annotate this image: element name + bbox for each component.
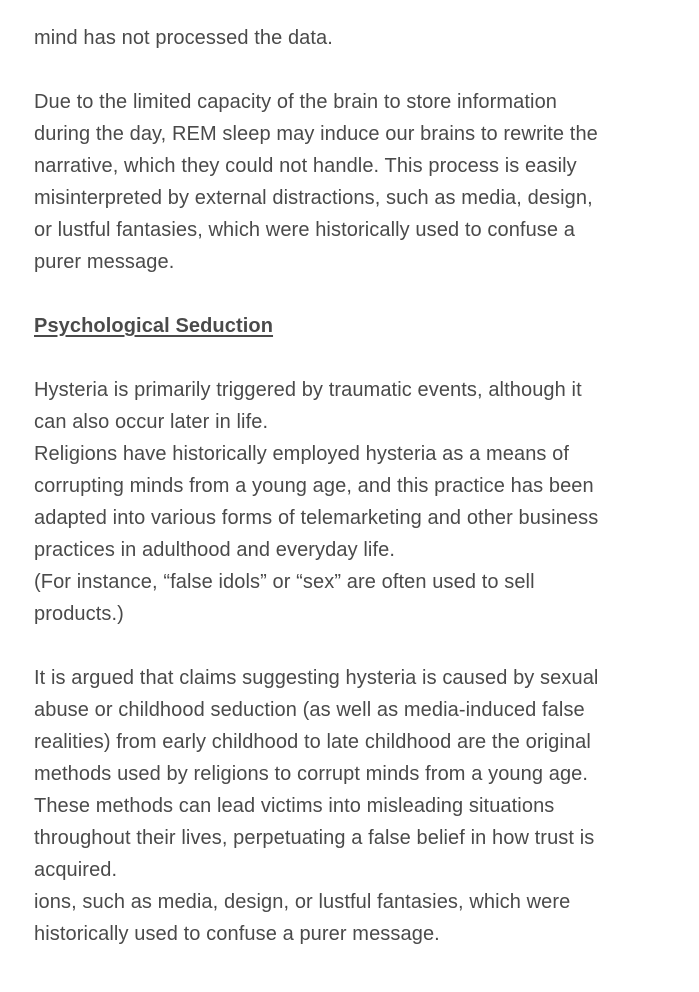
paragraph-spacer [34, 342, 674, 374]
text-line: narrative, which they could not handle. This process is easily [34, 155, 577, 177]
text-line: acquired. [34, 859, 118, 881]
argument-paragraph [34, 662, 674, 950]
section-heading-row [34, 310, 674, 342]
text-line: abuse or childhood seduction (as well as media-induced false [34, 699, 585, 721]
text-line: during the day, REM sleep may induce our brains to rewrite the [34, 123, 598, 145]
text-line: can also occur later in life. [34, 411, 269, 433]
text-line: purer message. [34, 251, 175, 273]
text-line: or lustful fantasies, which were historically used to confuse a [34, 219, 576, 241]
text-line: historically used to confuse a purer message. [34, 923, 440, 945]
text-line: (For instance, “false idols” or “sex” are often used to sell [34, 571, 535, 593]
text-line: realities) from early childhood to late childhood are the original [34, 731, 591, 753]
text-line: mind has not processed the data. [34, 27, 333, 49]
document-body [34, 22, 674, 950]
text-line: practices in adulthood and everyday life. [34, 539, 395, 561]
intro-tail-paragraph [34, 22, 674, 54]
section-heading: Psychological Seduction [34, 315, 274, 337]
text-line: Religions have historically employed hysteria as a means of [34, 443, 570, 465]
text-line: ions, such as media, design, or lustful fantasies, which were [34, 891, 571, 913]
text-line: Hysteria is primarily triggered by traumatic events, although it [34, 379, 582, 401]
text-line: These methods can lead victims into misleading situations [34, 795, 555, 817]
text-line: Due to the limited capacity of the brain to store information [34, 91, 558, 113]
text-line: It is argued that claims suggesting hysteria is caused by sexual [34, 667, 599, 689]
rem-sleep-paragraph [34, 86, 674, 278]
text-line: corrupting minds from a young age, and this practice has been [34, 475, 594, 497]
text-line: products.) [34, 603, 124, 625]
text-line: misinterpreted by external distractions, such as media, design, [34, 187, 593, 209]
paragraph-spacer [34, 278, 674, 310]
paragraph-spacer [34, 630, 674, 662]
text-line: throughout their lives, perpetuating a false belief in how trust is [34, 827, 595, 849]
text-line: methods used by religions to corrupt minds from a young age. [34, 763, 589, 785]
hysteria-paragraph [34, 374, 674, 630]
paragraph-spacer [34, 54, 674, 86]
text-line: adapted into various forms of telemarketing and other business [34, 507, 599, 529]
